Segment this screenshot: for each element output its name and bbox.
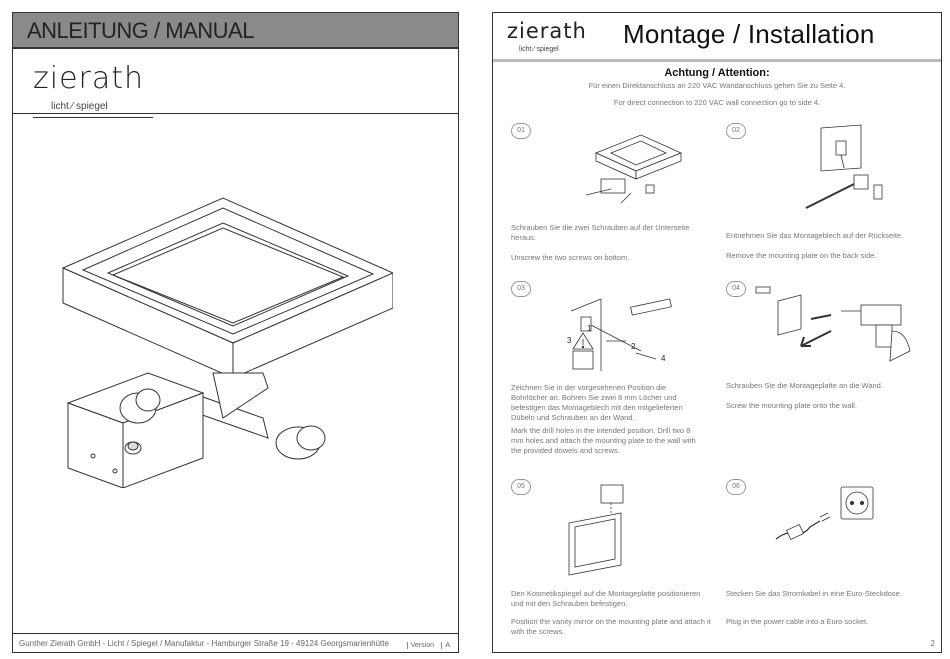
cover-title: ANLEITUNG / MANUAL bbox=[27, 18, 254, 43]
step-number: 02 bbox=[726, 123, 746, 139]
cover-header-bar bbox=[13, 13, 458, 49]
brand-wordmark: zierath bbox=[507, 19, 587, 43]
step-06 bbox=[726, 479, 936, 653]
mirror-product-drawing bbox=[53, 188, 393, 488]
step-number: 05 bbox=[511, 479, 531, 495]
attention-text-en: For direct connection to 220 VAC wall connection go to side 4. bbox=[613, 98, 821, 107]
step-01-text-en: Unscrew the two screws on bottom. bbox=[511, 253, 630, 262]
step-06-illustration bbox=[766, 479, 896, 559]
footer-divider bbox=[13, 633, 458, 634]
attention-text-de: Für einen Direktanschluss an 220 VAC Wandanschluss gehen Sie zu Seite 4. bbox=[588, 81, 846, 90]
manual-cover-page bbox=[12, 12, 459, 653]
step-number: 04 bbox=[726, 281, 746, 297]
step-05-text-de: Den Kosmetikspiegel auf die Montageplatte positionieren und mit den Schrauben befestigen. bbox=[511, 589, 701, 608]
step-05 bbox=[511, 479, 721, 653]
step-05-text-en: Position the vanity mirror on the mounting plate and attach it with the screws. bbox=[511, 617, 711, 636]
brand-underline bbox=[33, 117, 153, 118]
page-title: Montage / Installation bbox=[623, 19, 875, 49]
cover-divider bbox=[13, 113, 458, 114]
step-01-illustration bbox=[571, 123, 701, 213]
step-02-illustration bbox=[786, 123, 916, 218]
step-03-label-1: 1 bbox=[587, 324, 592, 333]
brand-tagline: licht ⁄ spiegel bbox=[519, 46, 559, 53]
step-number: 06 bbox=[726, 479, 746, 495]
step-04 bbox=[726, 281, 936, 481]
brand-tagline: licht ⁄ spiegel bbox=[51, 101, 108, 112]
step-04-text-de: Schrauben Sie die Montageplatte an die Wand. bbox=[726, 381, 883, 390]
brand-logo-small bbox=[507, 19, 587, 53]
step-03-illustration bbox=[561, 291, 691, 381]
step-06-text-en: Plug in the power cable into a Euro socket. bbox=[726, 617, 869, 626]
version-value: A bbox=[441, 642, 450, 649]
step-03-label-3: 3 bbox=[567, 336, 572, 345]
step-02-text-de: Entnehmen Sie das Montageblech auf der Rückseite. bbox=[726, 231, 904, 240]
page-number: 2 bbox=[930, 639, 935, 648]
step-number: 03 bbox=[511, 281, 531, 297]
step-06-text-de: Stecken Sie das Stromkabel in eine Euro-Steckdose. bbox=[726, 589, 902, 598]
step-04-text-en: Screw the mounting plate onto the wall. bbox=[726, 401, 857, 410]
step-05-illustration bbox=[561, 483, 681, 578]
title-divider bbox=[493, 59, 941, 62]
step-02-text-en: Remove the mounting plate on the back side. bbox=[726, 251, 877, 260]
attention-heading: Achtung / Attention: bbox=[664, 67, 770, 79]
step-03-label-2: 2 bbox=[631, 342, 636, 351]
step-03 bbox=[511, 281, 721, 481]
step-01-text-de: Schrauben Sie die zwei Schrauben auf der Unterseite heraus. bbox=[511, 223, 690, 242]
step-03-text-de: Zeichnen Sie in der vorgesehenen Position die Bohrlöcher an. Bohren Sie zwei 8 mm Löcher und befestigen das Montageblech mit den mitgelieferten Dübeln und Schrauben an der Wand. bbox=[511, 383, 683, 422]
company-footer: Gunther Zierath GmbH - Licht / Spiegel / Manufaktur - Hamburger Straße 19 - 49124 Georgsmarienhütte bbox=[19, 639, 389, 648]
version-label: Version bbox=[407, 642, 434, 649]
brand-logo bbox=[33, 61, 145, 112]
step-04-illustration bbox=[746, 281, 931, 366]
installation-page bbox=[492, 12, 942, 653]
step-03-label-4: 4 bbox=[661, 354, 666, 363]
step-number: 01 bbox=[511, 123, 531, 139]
step-03-text-en: Mark the drill holes in the intended position. Drill two 8 mm holes and attach the mounting plate to the wall with the provided dowels and screws. bbox=[511, 426, 696, 455]
brand-wordmark: zierath bbox=[33, 61, 145, 96]
